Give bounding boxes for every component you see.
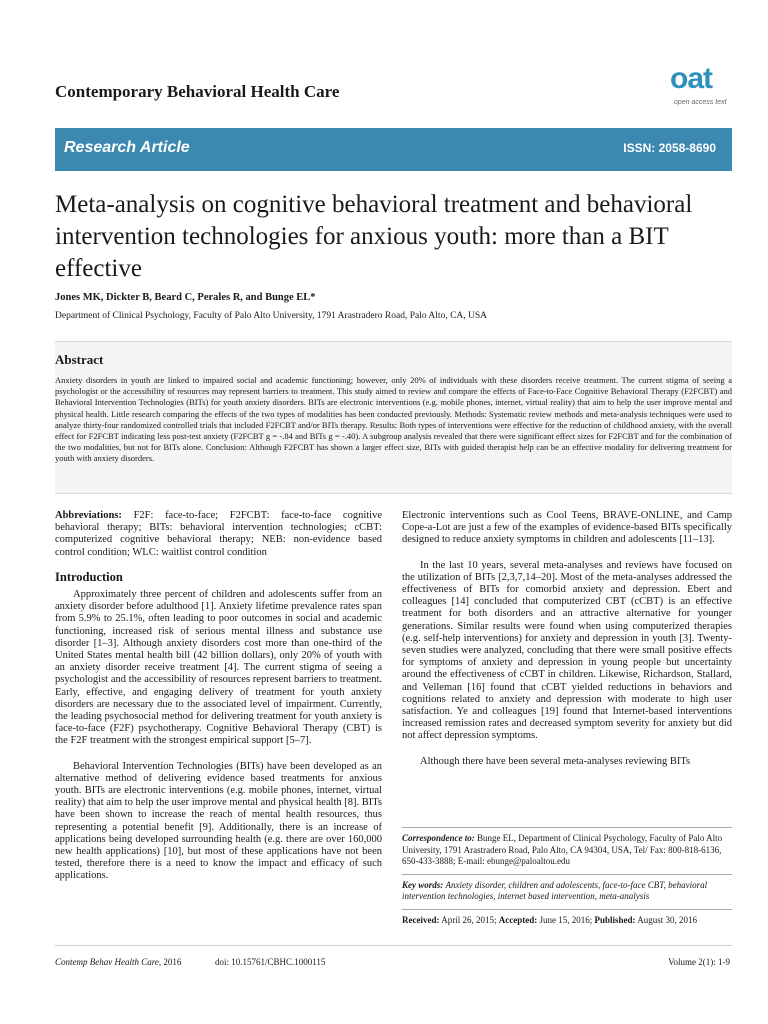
footer-citation bbox=[55, 957, 181, 967]
introduction-heading: Introduction bbox=[55, 569, 123, 584]
correspondence-label: Correspondence to: bbox=[402, 833, 475, 843]
abstract-section bbox=[55, 341, 732, 494]
published-date: August 30, 2016 bbox=[637, 914, 698, 925]
received-label: Received: bbox=[402, 914, 440, 925]
right-paragraph-3: Although there have been several meta-analyses reviewing BITs bbox=[420, 755, 691, 767]
dates bbox=[402, 915, 732, 927]
publisher-logo bbox=[670, 62, 736, 108]
abstract-heading: Abstract bbox=[55, 352, 104, 367]
journal-name: Contemporary Behavioral Health Care bbox=[55, 82, 340, 101]
keywords bbox=[402, 880, 732, 903]
footer-journal: Contemp Behav Health Care, bbox=[55, 957, 162, 967]
article-title: Meta-analysis on cognitive behavioral treatment and behavioral intervention technologies for anxious youth: more than a BIT effective bbox=[55, 191, 693, 282]
intro-paragraph-2: Behavioral Intervention Technologies (BITs) have been developed as an alternative method of delivering evidence based treatments for anxious youth. BITs are electronic interventions (e.g. mobile phones, internet, virtual reality) that aim to help the user improve mental and physical health [8]. BITs have been shown to increase the reach of mental health resources, thus representing a potential benefit [9]. Additionally, there is an increase of applications being developed surrounding health (e.g. there are over 160,000 new health applications) [10], but most of these applications have not been tested, therefore there is a need to know the impact and efficacy of such applications. bbox=[55, 760, 383, 882]
abbreviations bbox=[55, 510, 382, 559]
issn: ISSN: 2058-8690 bbox=[623, 141, 716, 155]
affiliation: Department of Clinical Psychology, Faculty of Palo Alto University, 1791 Arastradero Road, Palo Alto, CA, USA bbox=[55, 311, 488, 321]
article-type: Research Article bbox=[64, 139, 190, 156]
footer-year: 2016 bbox=[163, 957, 182, 967]
abstract-text: Anxiety disorders in youth are linked to impaired social and academic functioning; however, only 20% of individuals with these disorders receive treatment. The current stigma of seeing a psychologist or the accessibility of resources may represent barriers to treatment. This study aimed to review and compare the effects of Face-to-Face Cognitive Behavioral Therapy (F2FCBT) and Behavioral Intervention Technologies (BITs) for youth anxiety disorders. BITs are electronic interventions (e.g. mobile phones, internet, virtual reality) that aim to help the user improve mental and physical health. Little research comparing the effects of the two types of modalities has been conducted previously. Methods: Systematic review methods and meta-analysis techniques were used to analyze thirty-four randomized controlled trials that included F2FCBT and/or BITs therapy. Results: Both types of interventions were effective for the reduction of childhood anxiety, with the overall effect for F2FCBT indicating less post-test anxiety (F2FCBT g = -.84 and BITs g = -.40). A subgroup analysis revealed that there were significant effect sizes for F2FCBT and for the combination of the two modalities, but not for BITs alone. Conclusion: Although F2FCBT has shown a larger effect size, BITs with guided therapist help can be an effective modality for delivering treatment for youth with anxiety disorders. bbox=[55, 375, 732, 464]
intro-paragraph-1: Approximately three percent of children and adolescents suffer from an anxiety disorder before adulthood [1]. Anxiety lifetime prevalence rates span from 5.9% to 25.1%, often leading to poor outcomes in social and academic functioning, increased risk of serious mental illness and substance use disorder [1–3]. Although anxiety disorders cost more than one-third of the United States mental health bill (42 billion dollars), only 20% of youth with an anxiety disorder receive treatment [4]. The current stigma of seeing a psychologist and the accessibility of resources represent barriers to treatment. Early, effective, and engaging delivery of treatment for youth anxiety disorders are necessary due to the associated level of impairment. Currently, the leading psychosocial method for delivering treatment for youth anxiety is face-to-face (F2F) psychotherapy. Cognitive Behavioral Therapy (CBT) is the F2F treatment with the strongest empirical support [5–7]. bbox=[55, 589, 382, 747]
correspondence bbox=[402, 833, 732, 868]
right-column bbox=[402, 510, 732, 768]
divider bbox=[402, 827, 732, 828]
accepted-label: Accepted: bbox=[498, 914, 538, 925]
logo-subtitle: open access text bbox=[674, 99, 727, 106]
footer-doi: doi: 10.15761/CBHC.1000115 bbox=[215, 957, 326, 967]
article-type-banner bbox=[55, 128, 732, 171]
right-paragraph-1: Electronic interventions such as Cool Teens, BRAVE-ONLINE, and Camp Cope-a-Lot are just a few of the examples of evidence-based BITs specifically designed to reduce anxiety symptoms in children and adolescents [11–13]. bbox=[402, 510, 732, 546]
correspondence-text: Bunge EL, Department of Clinical Psychology, Faculty of Palo Alto University, 1791 Arastradero Road, Palo Alto, CA 94304, USA, Tel/ Fax: 800-818-6136, 650-433-3888; E-mail: ebunge@paloaltou.edu bbox=[402, 833, 723, 866]
abbreviations-text: F2F: face-to-face; F2FCBT: face-to-face cognitive behavioral therapy; BITs: behavioral intervention technologies; cCBT: computerized cognitive behavioral therapy; NEB: non-evidence based control condition; WLC: waitlist control condition bbox=[55, 510, 382, 558]
footer-volume: Volume 2(1): 1-9 bbox=[668, 957, 730, 967]
author-list: Jones MK, Dickter B, Beard C, Perales R, and Bunge EL* bbox=[55, 292, 316, 303]
left-column bbox=[55, 510, 382, 883]
divider bbox=[402, 874, 732, 875]
published-label: Published: bbox=[594, 914, 636, 925]
correspondence-box bbox=[402, 821, 732, 926]
keywords-label: Key words: bbox=[402, 879, 444, 890]
abbreviations-label: Abbreviations: bbox=[55, 510, 122, 521]
footer-divider bbox=[55, 945, 732, 946]
received-date: April 26, 2015; bbox=[441, 914, 497, 925]
logo-word: oat bbox=[670, 62, 712, 95]
accepted-date: June 15, 2016; bbox=[539, 914, 593, 925]
divider bbox=[402, 909, 732, 910]
right-paragraph-2: In the last 10 years, several meta-analyses and reviews have focused on the utilization of BITs [2,3,7,14–20]. Most of the meta-analyses addressed the effectiveness of BITs for comorbid anxiety and depression. Ebert and colleagues [14] concluded that computerized CBT (cCBT) is an effective treatment for both disorders and an attractive alternative for younger generations. Similar results were found when using computerized therapies (e.g. self-help interventions) for anxiety and depression in youth [3]. Twenty-seven studies were analyzed, concluding that there were small positive effects for symptoms of anxiety and depression in young people but uncertainty around the effectiveness of cCBT in children. Likewise, Richardson, Stallard, and Velleman [16] found that cCBT yielded reductions in behaviors and cognitions related to anxiety and depression with moderate to high user satisfaction. Ye and colleagues [19] found that Internet-based interventions increased remission rates and decreased symptom severity for anxiety but did not affect depression symptoms. bbox=[402, 559, 732, 742]
keywords-text: Anxiety disorder, children and adolescents, face-to-face CBT, behavioral intervention technologies, internet based intervention, meta-analysis bbox=[402, 879, 708, 901]
